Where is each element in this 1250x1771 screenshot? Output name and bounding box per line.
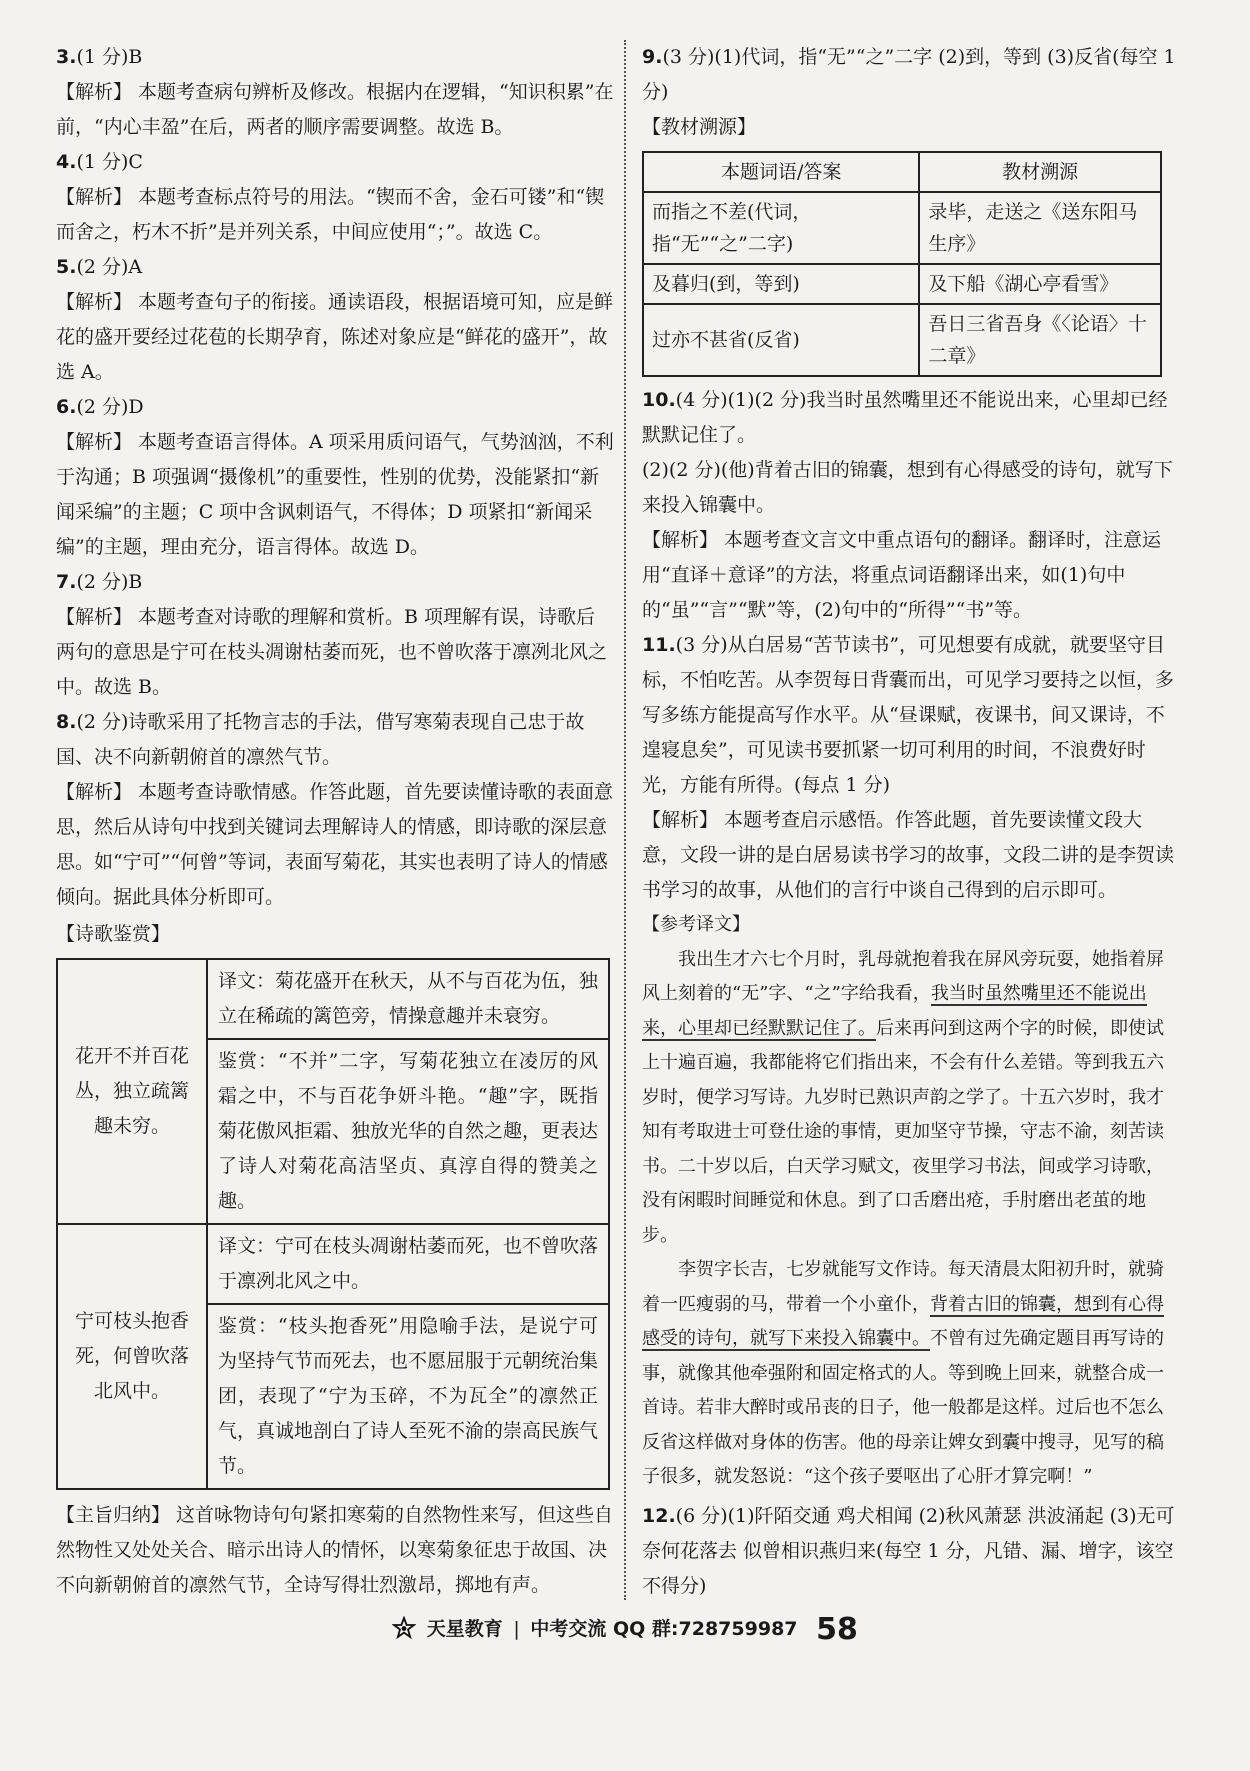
answer: (3 分)(1)代词，指“无”“之”二字 (2)到，等到 (3)反省(每空 1 分) bbox=[642, 46, 1176, 103]
question-8 bbox=[56, 705, 614, 915]
answer: (1 分)C bbox=[76, 151, 143, 173]
underlined-text: 背着古旧的锦囊，想到有心得感受的诗句，就写下来投入锦囊中。 bbox=[642, 1293, 1164, 1349]
question-number: 11. bbox=[642, 634, 676, 656]
table-cell: 录毕，走送之《送东阳马生序》 bbox=[919, 192, 1161, 264]
table-cell: 及暮归(到，等到) bbox=[643, 264, 919, 304]
question-number: 4. bbox=[56, 151, 77, 173]
question-5 bbox=[56, 250, 614, 390]
translation-paragraph bbox=[642, 1253, 1178, 1495]
poem-line: 宁可枝头抱香死，何曾吹落北风中。 bbox=[57, 1224, 207, 1489]
answer-part-2: (2)(2 分)(他)背着古旧的锦囊，想到有心得感受的诗句，就写下来投入锦囊中。 bbox=[642, 459, 1173, 516]
left-column bbox=[56, 40, 614, 1603]
translation-text: 后来再问到这两个字的时候，即使试上十遍百遍，我都能将它们指出来，不会有什么差错。等到我五六岁时，便学习写诗。九岁时已熟识声韵之学了。十五六岁时，我才知有考取进士可登仕途的事情，更加坚守节操，守志不渝，刻苦读书。二十岁以后，白天学习赋文，夜里学习书法，间或学习诗歌，没有闲暇时间睡觉和休息。到了口舌磨出疮，手肘磨出老茧的地步。 bbox=[642, 1017, 1164, 1246]
footer-separator: | bbox=[513, 1618, 520, 1640]
question-number: 12. bbox=[642, 1504, 676, 1527]
poem-translation: 译文：宁可在枝头凋谢枯萎而死，也不曾吹落于凛冽北风之中。 bbox=[207, 1224, 609, 1304]
analysis: 【解析】 本题考查对诗歌的理解和赏析。B 项理解有误，诗歌后两句的意思是宁可在枝头凋谢枯萎而死，也不曾吹落于凛冽北风之中。故选 B。 bbox=[56, 606, 608, 698]
reference-translation bbox=[642, 908, 1178, 1495]
question-4 bbox=[56, 145, 614, 250]
translation-paragraph bbox=[642, 943, 1178, 1254]
textbook-source-table bbox=[642, 151, 1162, 377]
qq-group: 中考交流 QQ 群:728759987 bbox=[530, 1618, 798, 1640]
analysis: 【解析】 本题考查启示感悟。作答此题，首先要读懂文段大意，文段一讲的是白居易读书学习的故事，文段二讲的是李贺读书学习的故事，从他们的言行中谈自己得到的启示即可。 bbox=[642, 809, 1175, 901]
answer: (2 分)D bbox=[76, 396, 144, 418]
question-12 bbox=[642, 1499, 1178, 1604]
translation-text: 不曾有过先确定题目再写诗的事，就像其他牵强附和固定格式的人。等到晚上回来，就整合成一首诗。若非大醉时或吊丧的日子，他一般都是这样。过后也不怎么反省这样做对身体的伤害。他的母亲让婢女到囊中搜寻，见写的稿子很多，就发怒说：“这个孩子要呕出了心肝才算完啊！” bbox=[642, 1328, 1164, 1487]
answer: (1 分)B bbox=[76, 46, 143, 68]
analysis: 【解析】 本题考查语言得体。A 项采用质问语气，气势汹汹，不利于沟通；B 项强调“摄像机”的重要性，性别的优势，没能紧扣“新闻采编”的主题；C 项中含讽刺语气，不得体；D 项紧扣“新闻采编”的主题，理由充分，语言得体。故选 D。 bbox=[56, 431, 614, 558]
question-9 bbox=[642, 40, 1178, 110]
poem-appreciation: 鉴赏：“枝头抱香死”用隐喻手法，是说宁可为坚持气节而死去，也不愿屈服于元朝统治集团，表现了“宁为玉碎，不为瓦全”的凛然正气，真诚地剖白了诗人至死不渝的崇高民族气节。 bbox=[207, 1304, 609, 1489]
table-cell: 过亦不甚省(反省) bbox=[643, 304, 919, 376]
analysis: 【解析】 本题考查病句辨析及修改。根据内在逻辑，“知识积累”在前，“内心丰盈”在后，两者的顺序需要调整。故选 B。 bbox=[56, 81, 614, 138]
table-row bbox=[643, 264, 1161, 304]
answer: (4 分)(1)(2 分)我当时虽然嘴里还不能说出来，心里却已经默默记住了。 bbox=[642, 389, 1168, 446]
answer: (6 分)(1)阡陌交通 鸡犬相闻 (2)秋风萧瑟 洪波涌起 (3)无可奈何花落去 似曾相识燕归来(每空 1 分，凡错、漏、增字，该空不得分) bbox=[642, 1504, 1175, 1597]
question-number: 8. bbox=[56, 711, 77, 733]
analysis: 【解析】 本题考查标点符号的用法。“锲而不舍，金石可镂”和“锲而舍之，朽木不折”是并列关系，中间应使用“；”。故选 C。 bbox=[56, 186, 605, 243]
table-header-row bbox=[643, 152, 1161, 192]
poem-appreciation-label: 【诗歌鉴赏】 bbox=[56, 923, 171, 945]
column-header: 教材溯源 bbox=[919, 152, 1161, 192]
column-header: 本题词语/答案 bbox=[643, 152, 919, 192]
question-number: 10. bbox=[642, 389, 676, 411]
table-cell: 而指之不差(代词，指“无”“之”二字) bbox=[643, 192, 919, 264]
answer: (3 分)从白居易“苦节读书”，可见想要有成就，就要坚守目标，不怕吃苦。从李贺每日背囊而出，可见学习要持之以恒，多写多练方能提高写作水平。从“昼课赋，夜课书，间又课诗，不遑寝息矣”，可见读书要抓紧一切可利用的时间，不浪费好时光，方能有所得。(每点 1 分) bbox=[642, 634, 1175, 796]
question-7 bbox=[56, 565, 614, 705]
theme-summary: 【主旨归纳】 这首咏物诗句句紧扣寒菊的自然物性来写，但这些自然物性又处处关合、暗示出诗人的情怀，以寒菊象征忠于故国、决不向新朝俯首的凛然气节，全诗写得壮烈激昂，掷地有声。 bbox=[56, 1504, 614, 1596]
question-10 bbox=[642, 383, 1178, 628]
poem-row bbox=[57, 1224, 609, 1304]
translation-text: 李贺字长吉，七岁就能写文作诗。每天清晨太阳初升时，就骑着一匹瘦弱的马，带着一个小童仆， bbox=[642, 1259, 1164, 1315]
question-11 bbox=[642, 628, 1178, 908]
question-number: 9. bbox=[642, 46, 663, 68]
page-footer bbox=[0, 1612, 1250, 1647]
table-row bbox=[643, 192, 1161, 264]
analysis: 【解析】 本题考查句子的衔接。通读语段，根据语境可知，应是鲜花的盛开要经过花苞的长期孕育，陈述对象应是“鲜花的盛开”，故选 A。 bbox=[56, 291, 614, 383]
answer: (2 分)B bbox=[76, 571, 143, 593]
question-6 bbox=[56, 390, 614, 565]
translation-text: 我出生才六七个月时，乳母就抱着我在屏风旁玩耍，她指着屏风上刻着的“无”字、“之”字给我看， bbox=[642, 948, 1164, 1004]
page-number: 58 bbox=[816, 1612, 858, 1647]
answer: (2 分)A bbox=[76, 256, 143, 278]
reference-translation-label: 【参考译文】 bbox=[642, 914, 750, 935]
table-cell: 及下船《湖心亭看雪》 bbox=[919, 264, 1161, 304]
question-number: 3. bbox=[56, 46, 77, 68]
column-divider bbox=[624, 40, 626, 1600]
textbook-source-label: 【教材溯源】 bbox=[642, 116, 757, 138]
poem-translation: 译文：菊花盛开在秋天，从不与百花为伍，独立在稀疏的篱笆旁，情操意趣并未衰穷。 bbox=[207, 959, 609, 1039]
analysis: 【解析】 本题考查文言文中重点语句的翻译。翻译时，注意运用“直译＋意译”的方法，将重点词语翻译出来，如(1)句中的“虽”“言”“默”等，(2)句中的“所得”“书”等。 bbox=[642, 529, 1162, 621]
poem-line: 花开不并百花丛，独立疏篱趣未穷。 bbox=[57, 959, 207, 1224]
poem-appreciation: 鉴赏：“不并”二字，写菊花独立在凌厉的风霜之中，不与百花争妍斗艳。“趣”字，既指菊花傲风拒霜、独放光华的自然之趣，更表达了诗人对菊花高洁坚贞、真淳自得的赞美之趣。 bbox=[207, 1039, 609, 1224]
table-row bbox=[643, 304, 1161, 376]
question-number: 6. bbox=[56, 396, 77, 418]
question-number: 7. bbox=[56, 571, 77, 593]
poem-row bbox=[57, 959, 609, 1039]
table-cell: 吾日三省吾身《〈论语〉十二章》 bbox=[919, 304, 1161, 376]
right-column bbox=[642, 40, 1178, 1604]
brand-name: 天星教育 bbox=[426, 1618, 503, 1640]
poem-appreciation-table bbox=[56, 958, 610, 1490]
answer: (2 分)诗歌采用了托物言志的手法，借写寒菊表现自己忠于故国、决不向新朝俯首的凛然气节。 bbox=[56, 711, 585, 768]
analysis: 【解析】 本题考查诗歌情感。作答此题，首先要读懂诗歌的表面意思，然后从诗句中找到关键词去理解诗人的情感，即诗歌的深层意思。如“宁可”“何曾”等词，表面写菊花，其实也表明了诗人的情感倾向。据此具体分析即可。 bbox=[56, 781, 614, 908]
star-logo-icon bbox=[392, 1616, 416, 1640]
question-number: 5. bbox=[56, 256, 77, 278]
question-3 bbox=[56, 40, 614, 145]
underlined-text: 我当时虽然嘴里还不能说出来，心里却已经默默记住了。 bbox=[642, 983, 1147, 1039]
